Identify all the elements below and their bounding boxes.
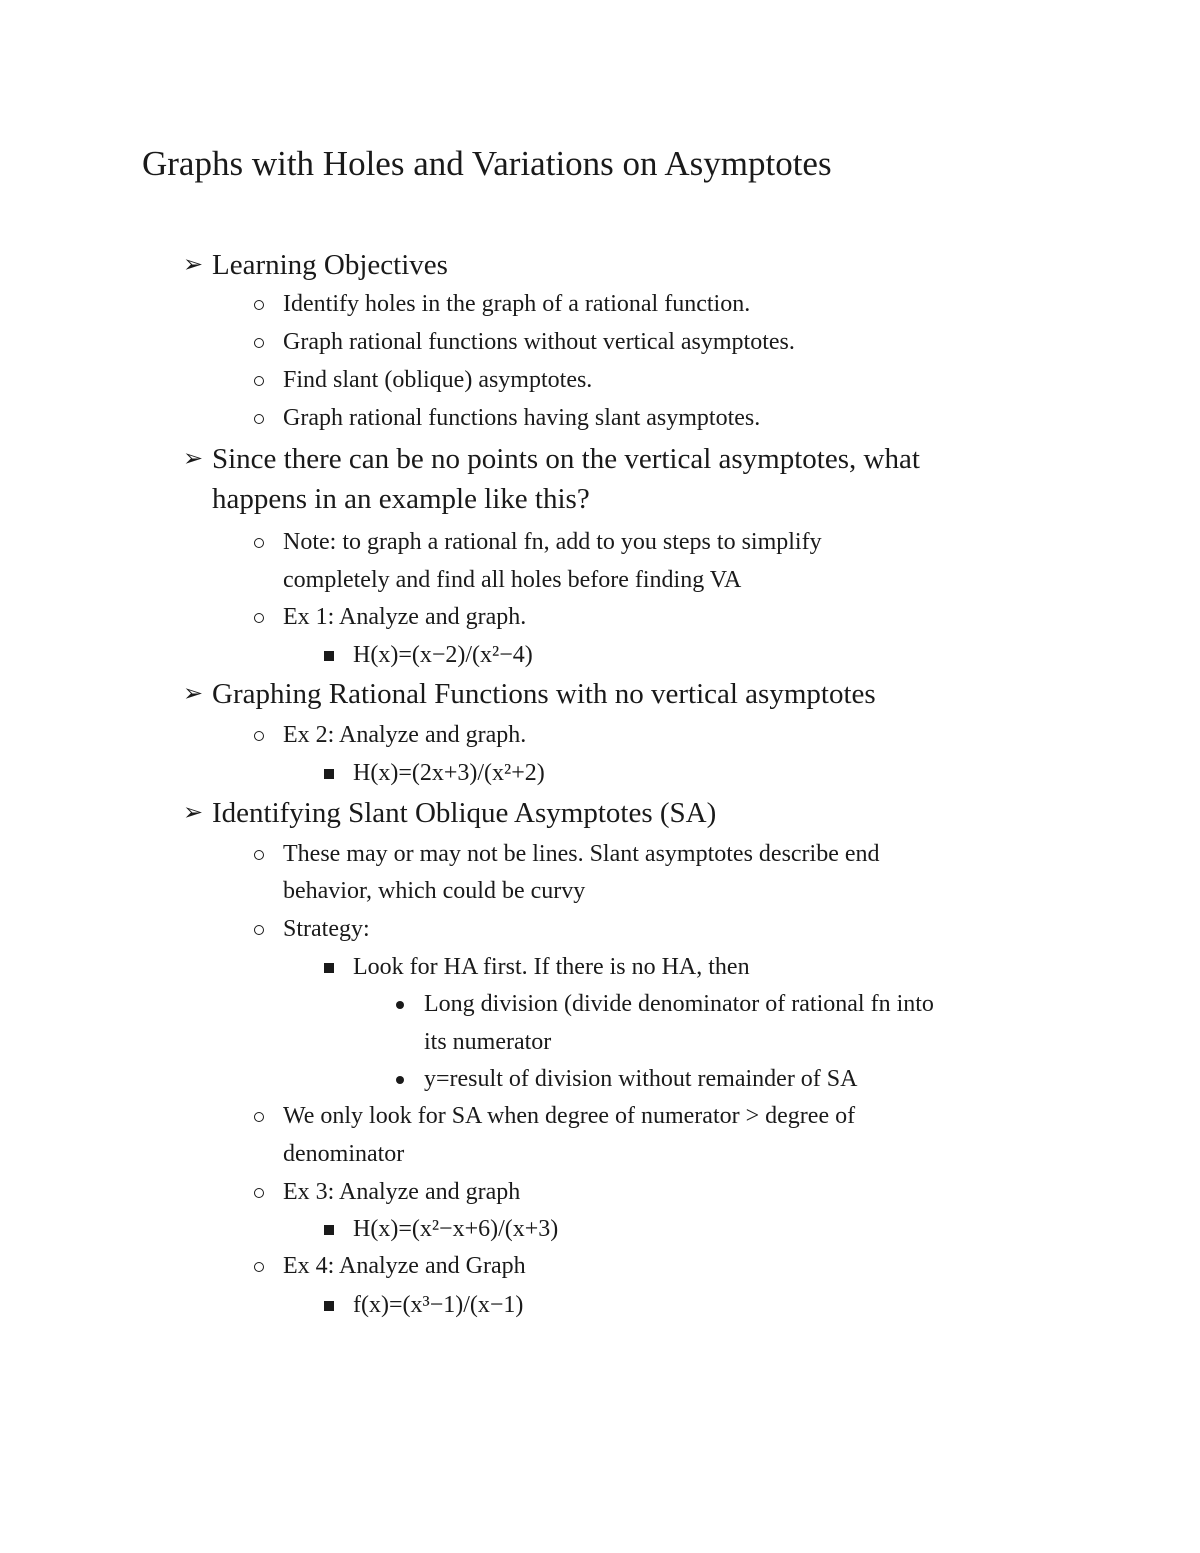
list-item [182,440,920,478]
square-bullet-icon [317,1286,341,1324]
list-item-text: Since there can be no points on the vertical asymptotes, what [212,443,920,475]
list-item-text: completely and find all holes before finding VA [283,567,742,593]
arrow-bullet-icon: ➢ [182,681,204,707]
list-item [283,1173,520,1211]
circle-bullet-icon [247,399,271,437]
list-item-text: Graph rational functions having slant asymptotes. [283,405,761,431]
list-item-text: Identifying Slant Oblique Asymptotes (SA) [212,797,717,829]
arrow-bullet-icon: ➢ [182,446,204,472]
list-item-text: H(x)=(x²−x+6)/(x+3) [353,1216,559,1242]
list-item [353,636,533,674]
circle-bullet-icon [247,1097,271,1135]
list-item-text: Look for HA first. If there is no HA, then [353,954,750,980]
list-item-text: Long division (divide denominator of rational fn into [424,991,934,1017]
list-item-text: Ex 4: Analyze and Graph [283,1253,526,1279]
list-item [353,1210,558,1248]
arrow-bullet-icon: ➢ [182,252,204,278]
circle-bullet-icon [247,1247,271,1285]
list-item-text: We only look for SA when degree of numerator > degree of [283,1103,856,1129]
circle-bullet-icon [247,323,271,361]
list-item-text: Strategy: [283,916,370,942]
list-item-text: H(x)=(2x+3)/(x²+2) [353,760,545,786]
list-item-text: These may or may not be lines. Slant asymptotes describe end [283,841,880,867]
document-title: Graphs with Holes and Variations on Asymptotes [142,144,832,183]
square-bullet-icon [317,636,341,674]
list-item [182,794,717,832]
list-item-continuation [283,1135,404,1173]
list-item [353,948,750,986]
circle-bullet-icon [247,716,271,754]
arrow-bullet-icon: ➢ [182,800,204,826]
list-item-continuation [283,872,585,910]
circle-bullet-icon [247,1173,271,1211]
list-item-text: Note: to graph a rational fn, add to you steps to simplify [283,529,822,555]
list-item [353,1286,523,1324]
list-item-continuation [212,480,590,518]
list-item-text: Find slant (oblique) asymptotes. [283,367,593,393]
square-bullet-icon [317,754,341,792]
list-item-text: y=result of division without remainder of SA [424,1066,858,1092]
list-item-text: Identify holes in the graph of a rational function. [283,291,751,317]
list-item-text: Ex 1: Analyze and graph. [283,604,527,630]
list-item [353,754,545,792]
list-item-text: Ex 3: Analyze and graph [283,1179,521,1205]
list-item-text: denominator [283,1141,405,1167]
list-item-text: behavior, which could be curvy [283,878,586,904]
list-item [424,985,934,1023]
square-bullet-icon [317,948,341,986]
list-item [182,246,448,284]
list-item [283,1247,526,1285]
square-bullet-icon [317,1210,341,1248]
circle-bullet-icon [247,523,271,561]
list-item [283,399,760,437]
list-item [182,675,876,713]
circle-bullet-icon [247,285,271,323]
circle-bullet-icon [247,598,271,636]
circle-bullet-icon [247,835,271,873]
list-item [283,523,822,561]
list-item-text: H(x)=(x−2)/(x²−4) [353,642,533,668]
list-item-text: f(x)=(x³−1)/(x−1) [353,1292,524,1318]
list-item [283,1097,855,1135]
list-item-text: Learning Objectives [212,249,448,281]
list-item-continuation [424,1023,551,1061]
list-item-text: Graphing Rational Functions with no vertical asymptotes [212,678,876,710]
list-item [283,598,526,636]
list-item-text: Ex 2: Analyze and graph. [283,722,527,748]
list-item [283,323,795,361]
list-item [283,716,526,754]
list-item-text: Graph rational functions without vertical asymptotes. [283,329,795,355]
list-item [283,910,370,948]
list-item [283,361,592,399]
list-item-continuation [283,561,741,599]
circle-bullet-icon [247,361,271,399]
list-item-text: its numerator [424,1029,552,1055]
dot-bullet-icon [388,985,412,1023]
list-item [283,835,880,873]
circle-bullet-icon [247,910,271,948]
dot-bullet-icon [388,1060,412,1098]
list-item [424,1060,857,1098]
list-item-text: happens in an example like this? [212,483,590,515]
list-item [283,285,750,323]
